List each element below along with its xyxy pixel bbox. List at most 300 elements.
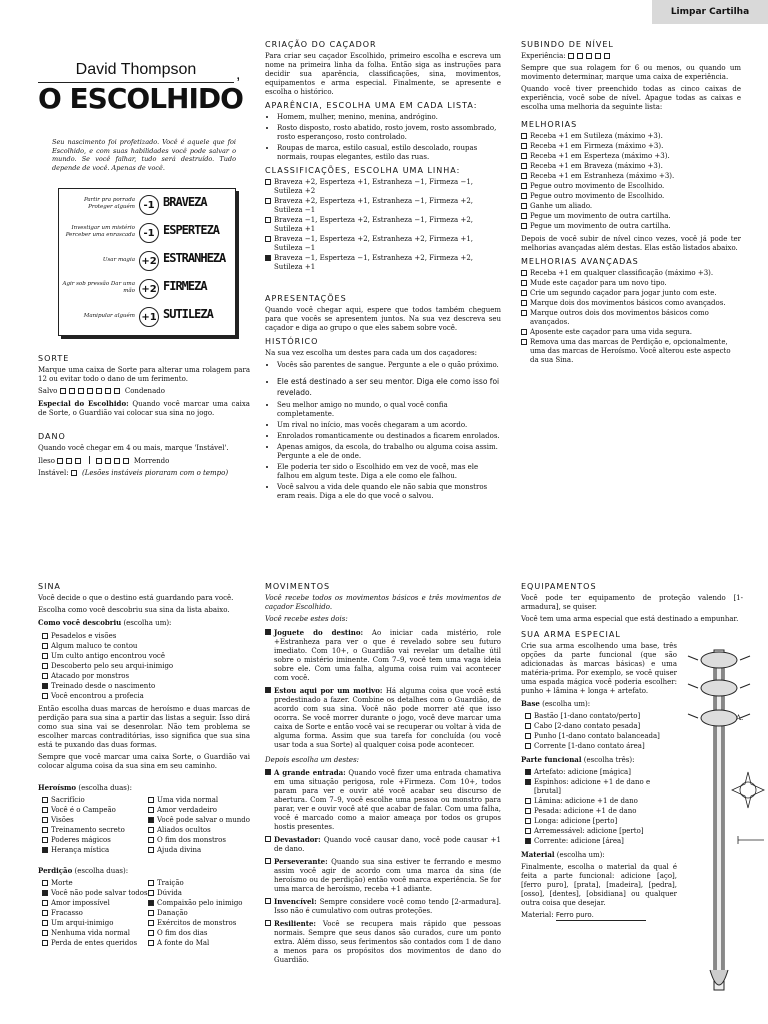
doom-col bbox=[38, 879, 148, 949]
history-item: • Seu melhor amigo no mundo, o qual você confia completamente. bbox=[277, 401, 501, 419]
checkbox[interactable] bbox=[265, 217, 271, 223]
unstable-checkbox[interactable] bbox=[71, 470, 77, 476]
luck-box[interactable] bbox=[105, 388, 111, 394]
improvements-heading: MELHORIAS bbox=[521, 120, 578, 129]
stat-esperteza bbox=[59, 221, 235, 247]
fate-found-option[interactable] bbox=[42, 672, 250, 681]
doom-option[interactable] bbox=[42, 889, 148, 898]
move-option[interactable] bbox=[265, 857, 501, 894]
improvement-item[interactable] bbox=[521, 222, 741, 231]
improvement-item[interactable] bbox=[521, 152, 741, 161]
luck-section bbox=[38, 350, 250, 478]
checkbox[interactable] bbox=[265, 629, 271, 635]
history-item: • Um rival no início, mas vocês chegaram a um acordo. bbox=[277, 421, 501, 430]
luck-okay-label: Salvo bbox=[38, 387, 58, 395]
stat-name: SUTILEZA bbox=[163, 307, 213, 321]
character-name-field[interactable]: David Thompson bbox=[38, 56, 234, 83]
exp-track bbox=[521, 52, 741, 61]
harm-box[interactable] bbox=[96, 458, 102, 464]
checkbox[interactable] bbox=[148, 837, 154, 843]
move-option[interactable] bbox=[265, 897, 501, 916]
checkbox[interactable] bbox=[265, 255, 271, 261]
moves-pick-two: Você recebe estes dois: bbox=[265, 615, 348, 623]
heroism-option[interactable] bbox=[148, 826, 250, 835]
moves-options-list bbox=[265, 768, 501, 965]
gear-text-2: Você tem uma arma especial que está destinado a empunhar. bbox=[521, 615, 739, 623]
improvement-item-label: Receba +1 em Firmeza (máximo +3). bbox=[530, 142, 664, 150]
doom-option[interactable] bbox=[148, 889, 250, 898]
heroism-option-label: Herança mística bbox=[51, 846, 110, 854]
look-item: • Roupas de marca, estilo casual, estilo descolado, roupas normais, roupas elegantes, estilo das ruas. bbox=[277, 144, 501, 162]
levelup-text-2: Quando você tiver preenchido todas as cinco caixas de experiência, você sobe de nível. Apague todas as caixas e escolha uma melhoria da seguinte lista: bbox=[521, 85, 741, 111]
doom-option-label: Fracasso bbox=[51, 909, 83, 917]
checkbox[interactable] bbox=[148, 920, 154, 926]
heroism-option[interactable] bbox=[148, 836, 250, 845]
func-option[interactable] bbox=[525, 768, 677, 777]
heroism-option[interactable] bbox=[148, 816, 250, 825]
func-option[interactable] bbox=[525, 807, 677, 816]
checkbox[interactable] bbox=[521, 183, 527, 189]
base-option-label: Corrente [1-dano contato área] bbox=[534, 742, 645, 750]
history-item: • Ele poderia ter sido o Escolhido em vez de você, mas ele falhou em algum teste. Diga a ele como ele falhou. bbox=[277, 463, 501, 481]
figure-label: A. bbox=[736, 714, 744, 722]
improvement-item[interactable] bbox=[521, 172, 741, 181]
advanced-item[interactable] bbox=[521, 328, 741, 337]
checkbox[interactable] bbox=[265, 920, 271, 926]
playbook-intro: Seu nascimento foi profetizado. Você é aquele que foi Escolhido, e com suas habilidades você pode salvar o mundo. Se você falhar, tudo será destruído. Tudo depende de você. Apenas de você. bbox=[52, 138, 236, 172]
intros-text: Quando você chegar aqui, espere que todos também cheguem para que vocês se apresentem juntos. Na sua vez descreva seu caçador e diga ao grupo o que eles sabem sobre você. bbox=[265, 306, 501, 332]
harm-track bbox=[38, 456, 250, 466]
rating-row-label: Braveza +2, Esperteza +1, Estranheza −1, Firmeza −1, Sutileza +2 bbox=[274, 178, 474, 195]
func-hint: (escolha três): bbox=[583, 756, 635, 764]
doom-option[interactable] bbox=[148, 879, 250, 888]
rating-row[interactable] bbox=[265, 235, 501, 253]
checkbox[interactable] bbox=[265, 179, 271, 185]
ratings-box bbox=[58, 188, 236, 336]
moves-section bbox=[265, 582, 501, 968]
checkbox[interactable] bbox=[148, 817, 154, 823]
heroism-option[interactable] bbox=[148, 846, 250, 855]
base-option[interactable] bbox=[525, 722, 677, 731]
luck-box[interactable] bbox=[87, 388, 93, 394]
improvement-item[interactable] bbox=[521, 142, 741, 151]
checkbox[interactable] bbox=[521, 173, 527, 179]
doom-option[interactable] bbox=[42, 899, 148, 908]
doom-grid bbox=[38, 879, 250, 949]
history-item: • Vocês são parentes de sangue. Pergunte a ele o quão próximo. bbox=[277, 361, 501, 370]
rating-row[interactable] bbox=[265, 178, 501, 196]
base-list bbox=[525, 712, 677, 751]
checkbox[interactable] bbox=[265, 858, 271, 864]
harm-box[interactable] bbox=[114, 458, 120, 464]
checkbox[interactable] bbox=[521, 203, 527, 209]
doom-option[interactable] bbox=[42, 939, 148, 948]
improvement-item-label: Receba +1 em Esperteza (máximo +3). bbox=[530, 152, 670, 160]
checkbox[interactable] bbox=[265, 898, 271, 904]
rating-row-label: Braveza −1, Esperteza +2, Estranheza +2, Firmeza +1, Sutileza −1 bbox=[274, 235, 474, 252]
stat-label: Manipular alguém bbox=[83, 313, 135, 319]
improvement-item-label: Pegue outro movimento de Escolhido. bbox=[530, 192, 665, 200]
func-option-label: Lâmina: adicione +1 de dano bbox=[534, 797, 638, 805]
checkbox[interactable] bbox=[42, 900, 48, 906]
heroism-option[interactable] bbox=[148, 796, 250, 805]
checkbox[interactable] bbox=[525, 713, 531, 719]
doom-option-label: Perda de entes queridos bbox=[51, 939, 138, 947]
checkbox[interactable] bbox=[521, 213, 527, 219]
move-option[interactable] bbox=[265, 919, 501, 965]
move-title: A grande entrada: bbox=[274, 768, 346, 777]
luck-box[interactable] bbox=[78, 388, 84, 394]
func-option[interactable] bbox=[525, 797, 677, 806]
creation-heading: CRIAÇÃO DO CAÇADOR bbox=[265, 40, 377, 49]
intros-heading: APRESENTAÇÕES bbox=[265, 294, 347, 303]
checkbox[interactable] bbox=[42, 683, 48, 689]
move-option[interactable] bbox=[265, 835, 501, 854]
checkbox[interactable] bbox=[521, 310, 527, 316]
stat-value: +2 bbox=[139, 251, 159, 271]
heroism-option-label: Aliados ocultos bbox=[157, 826, 211, 834]
checkbox[interactable] bbox=[42, 797, 48, 803]
checkbox[interactable] bbox=[521, 143, 527, 149]
checkbox[interactable] bbox=[42, 930, 48, 936]
move-option[interactable] bbox=[265, 686, 501, 750]
harm-box[interactable] bbox=[57, 458, 63, 464]
doom-option[interactable] bbox=[148, 929, 250, 938]
fate-text-4: Sempre que você marcar uma caixa Sorte, o Guardião vai colocar alguma coisa da sua sina em seu caminho. bbox=[38, 753, 250, 770]
heroism-grid bbox=[38, 796, 250, 856]
func-option-label: Arremessável: adicione [perto] bbox=[534, 827, 644, 835]
doom-hint: (escolha duas): bbox=[74, 867, 129, 875]
fate-found-option[interactable] bbox=[42, 662, 250, 671]
luck-box[interactable] bbox=[69, 388, 75, 394]
move-text: Quando sua sina estiver te ferrando e mesmo assim você agir de acordo com uma marca da sina (de heroísmo ou de perdição) então você marca experiência. Se for uma marca de heroísmo, receba +1 adiante. bbox=[274, 858, 502, 893]
fate-found-label: Como você descobriu bbox=[38, 618, 122, 627]
checkbox[interactable] bbox=[521, 133, 527, 139]
checkbox[interactable] bbox=[42, 807, 48, 813]
luck-box[interactable] bbox=[60, 388, 66, 394]
fate-found-option[interactable] bbox=[42, 652, 250, 661]
func-option[interactable] bbox=[525, 827, 677, 836]
move-text: Quando você fizer uma entrada chamativa em uma situação perigosa, role +Firmeza. Com 10+, todos param para ver e ouvir até você acabar seu discurso de abertura. Com 7–9, você escolhe uma pessoa ou monstro para parar, ver e ouvir você até que acabar de falar. Com uma falha, você é marcado como a maior ameaça por todos os grupos hostis presentes. bbox=[274, 769, 501, 831]
look-item: • Homem, mulher, menino, menina, andrógino. bbox=[277, 113, 501, 122]
checkbox[interactable] bbox=[148, 827, 154, 833]
checkbox[interactable] bbox=[42, 940, 48, 946]
checkbox[interactable] bbox=[148, 880, 154, 886]
move-title: Joguete do destino: bbox=[274, 628, 364, 637]
advanced-item[interactable] bbox=[521, 299, 741, 308]
history-lead: Na sua vez escolha um destes para cada um dos caçadores: bbox=[265, 349, 477, 357]
checkbox[interactable] bbox=[265, 236, 271, 242]
checkbox[interactable] bbox=[42, 880, 48, 886]
stat-label: Partir pra porrada Proteger alguém bbox=[83, 197, 135, 210]
fate-found-option-label: Algum maluco te contou bbox=[51, 642, 138, 650]
playbook-title: O ESCOLHIDO bbox=[38, 82, 243, 115]
fate-section bbox=[38, 582, 250, 949]
stat-label: Agir sob pressão Dar uma mão bbox=[62, 281, 135, 294]
fate-found-option-label: Um culto antigo encontrou você bbox=[51, 652, 165, 660]
luck-box[interactable] bbox=[96, 388, 102, 394]
checkbox[interactable] bbox=[148, 847, 154, 853]
exp-box[interactable] bbox=[577, 53, 583, 59]
checkbox[interactable] bbox=[525, 733, 531, 739]
fate-found-option[interactable] bbox=[42, 682, 250, 691]
checkbox[interactable] bbox=[521, 163, 527, 169]
checkbox[interactable] bbox=[42, 693, 48, 699]
move-title: Resiliente: bbox=[274, 919, 317, 928]
improvement-item[interactable] bbox=[521, 212, 741, 221]
heroism-option[interactable] bbox=[148, 806, 250, 815]
doom-option[interactable] bbox=[42, 929, 148, 938]
stat-label: Investigar um mistério Perceber uma enrascada bbox=[65, 225, 135, 238]
heroism-option-label: O fim dos monstros bbox=[157, 836, 226, 844]
rating-row-label: Braveza −1, Esperteza −1, Estranheza +2, Firmeza +2, Sutileza +1 bbox=[274, 254, 474, 271]
heroism-option[interactable] bbox=[42, 796, 148, 805]
checkbox[interactable] bbox=[42, 817, 48, 823]
heroism-option[interactable] bbox=[42, 836, 148, 845]
checkbox[interactable] bbox=[42, 663, 48, 669]
ratings-list bbox=[265, 178, 501, 272]
checkbox[interactable] bbox=[525, 818, 531, 824]
advanced-item[interactable] bbox=[521, 338, 741, 365]
checkbox[interactable] bbox=[525, 779, 531, 785]
checkbox[interactable] bbox=[265, 198, 271, 204]
look-list bbox=[265, 113, 501, 162]
fate-found-option[interactable] bbox=[42, 692, 250, 701]
advanced-list bbox=[521, 269, 741, 365]
advanced-item-label: Marque dois dos movimentos básicos como avançados. bbox=[530, 299, 726, 307]
checkbox[interactable] bbox=[148, 910, 154, 916]
doom-option[interactable] bbox=[148, 899, 250, 908]
harm-box[interactable] bbox=[123, 458, 129, 464]
advanced-heading: MELHORIAS AVANÇADAS bbox=[521, 257, 639, 266]
harm-box[interactable] bbox=[105, 458, 111, 464]
checkbox[interactable] bbox=[265, 836, 271, 842]
checkbox[interactable] bbox=[148, 940, 154, 946]
harm-box[interactable] bbox=[66, 458, 72, 464]
func-option[interactable] bbox=[525, 778, 677, 796]
checkbox[interactable] bbox=[521, 339, 527, 345]
checkbox[interactable] bbox=[148, 797, 154, 803]
advanced-item[interactable] bbox=[521, 309, 741, 327]
checkbox[interactable] bbox=[525, 723, 531, 729]
checkbox[interactable] bbox=[42, 910, 48, 916]
stat-sutileza bbox=[59, 305, 235, 331]
heroism-option-label: Poderes mágicos bbox=[51, 836, 111, 844]
stat-name: FIRMEZA bbox=[163, 279, 207, 293]
doom-option[interactable] bbox=[42, 879, 148, 888]
improvement-item-label: Pegue um movimento de outra cartilha. bbox=[530, 222, 671, 230]
stat-value: +2 bbox=[139, 279, 159, 299]
move-text: Sempre considere você como tendo [2-armadura]. Isso não é cumulativo com outras proteções. bbox=[274, 898, 501, 915]
func-option-label: Artefato: adicione [mágica] bbox=[534, 768, 631, 776]
doom-option[interactable] bbox=[148, 919, 250, 928]
stat-label: Usar magia bbox=[102, 257, 135, 263]
heroism-option[interactable] bbox=[42, 846, 148, 855]
checkbox[interactable] bbox=[525, 798, 531, 804]
checkbox[interactable] bbox=[521, 280, 527, 286]
history-item: • Apenas amigos, da escola, do trabalho ou alguma coisa assim. Pergunte a ele de onde. bbox=[277, 443, 501, 461]
base-option-label: Bastão [1-dano contato/perto] bbox=[534, 712, 641, 720]
doom-option-label: Amor impossível bbox=[51, 899, 110, 907]
luck-box[interactable] bbox=[114, 388, 120, 394]
luck-doomed-label: Condenado bbox=[124, 387, 165, 395]
fate-found-hint: (escolha um): bbox=[123, 619, 172, 627]
improvement-item[interactable] bbox=[521, 132, 741, 141]
rating-row-label: Braveza +2, Esperteza +1, Estranheza −1, Firmeza +2, Sutileza −1 bbox=[274, 197, 474, 214]
advanced-item-label: Aposente este caçador para uma vida segura. bbox=[530, 328, 693, 336]
fate-found-option-label: Treinado desde o nascimento bbox=[51, 682, 156, 690]
advanced-item[interactable] bbox=[521, 289, 741, 298]
base-label: Base bbox=[521, 699, 540, 708]
harm-okay-label: Ileso bbox=[38, 457, 55, 465]
gear-heading: EQUIPAMENTOS bbox=[521, 582, 597, 591]
heroism-option[interactable] bbox=[42, 806, 148, 815]
checkbox[interactable] bbox=[42, 920, 48, 926]
doom-option[interactable] bbox=[42, 909, 148, 918]
doom-option-label: Morte bbox=[51, 879, 73, 887]
checkbox[interactable] bbox=[265, 687, 271, 693]
heroism-option[interactable] bbox=[42, 826, 148, 835]
checkbox[interactable] bbox=[148, 807, 154, 813]
exp-box[interactable] bbox=[604, 53, 610, 59]
history-item: • Enrolados romanticamente ou destinados a ficarem enrolados. bbox=[277, 432, 501, 441]
heroism-option-label: Visões bbox=[51, 816, 74, 824]
doom-option-label: Nenhuma vida normal bbox=[51, 929, 131, 937]
doom-option-label: A fonte do Mal bbox=[157, 939, 210, 947]
doom-option[interactable] bbox=[42, 919, 148, 928]
base-option[interactable] bbox=[525, 742, 677, 751]
checkbox[interactable] bbox=[525, 769, 531, 775]
checkbox[interactable] bbox=[525, 743, 531, 749]
harm-text: Quando você chegar em 4 ou mais, marque 'Instável'. bbox=[38, 444, 229, 452]
advanced-item[interactable] bbox=[521, 279, 741, 288]
checkbox[interactable] bbox=[42, 837, 48, 843]
fate-found-option-label: Pesadelos e visões bbox=[51, 632, 117, 640]
luck-heading: SORTE bbox=[38, 354, 70, 363]
improvement-item[interactable] bbox=[521, 202, 741, 211]
moves-pick-one: Depois escolha um destes: bbox=[265, 756, 360, 764]
base-option[interactable] bbox=[525, 732, 677, 741]
rating-row[interactable] bbox=[265, 216, 501, 234]
fate-found-option[interactable] bbox=[42, 632, 250, 641]
harm-box[interactable] bbox=[75, 458, 81, 464]
move-option[interactable] bbox=[265, 628, 501, 683]
advanced-item[interactable] bbox=[521, 269, 741, 278]
heroism-option-label: Treinamento secreto bbox=[51, 826, 125, 834]
checkbox[interactable] bbox=[525, 808, 531, 814]
unstable-label: Instável: bbox=[38, 469, 69, 477]
clear-sheet-button[interactable]: Limpar Cartilha bbox=[652, 0, 768, 24]
stat-name: ESPERTEZA bbox=[163, 223, 220, 237]
checkbox[interactable] bbox=[521, 193, 527, 199]
fate-found-list bbox=[42, 632, 250, 701]
base-option[interactable] bbox=[525, 712, 677, 721]
improvement-item[interactable] bbox=[521, 192, 741, 201]
improvement-item-label: Pegue outro movimento de Escolhido. bbox=[530, 182, 665, 190]
heroism-option[interactable] bbox=[42, 816, 148, 825]
heroism-hint: (escolha duas): bbox=[78, 784, 132, 792]
improvements-after: Depois de você subir de nível cinco vezes, você já pode ter melhorias avançadas além destas. Elas estão listados abaixo. bbox=[521, 235, 741, 252]
func-option-label: Longa: adicione [perto] bbox=[534, 817, 618, 825]
stat-name: ESTRANHEZA bbox=[163, 251, 226, 265]
checkbox[interactable] bbox=[148, 930, 154, 936]
doom-option-label: Traição bbox=[157, 879, 184, 887]
fate-text-3: Então escolha duas marcas de heroísmo e duas marcas de perdição para sua sina a partir das listas a seguir. Isso dirá como sua sina vai se desenrolar. Não tem problema se escolher marcas contraditórias, isso significa que sua sina está te puxando das duas formas. bbox=[38, 705, 250, 749]
creation-column bbox=[265, 40, 501, 503]
improvement-item[interactable] bbox=[521, 162, 741, 171]
base-option-label: Punho [1-dano contato balanceada] bbox=[534, 732, 660, 740]
checkbox[interactable] bbox=[42, 827, 48, 833]
checkbox[interactable] bbox=[42, 643, 48, 649]
move-text: Quando você causar dano, você pode causar +1 de dano. bbox=[274, 836, 501, 853]
levelup-text-1: Sempre que sua rolagem for 6 ou menos, ou quando um movimento determinar, marque uma caixa de experiência. bbox=[521, 64, 741, 81]
checkbox[interactable] bbox=[42, 890, 48, 896]
advanced-item-label: Receba +1 em qualquer classificação (máximo +3). bbox=[530, 269, 714, 277]
func-option-label: Espinhos: adicione +1 de dano e [brutal] bbox=[534, 778, 651, 795]
checkbox[interactable] bbox=[521, 329, 527, 335]
checkbox[interactable] bbox=[525, 828, 531, 834]
mat-label: Material bbox=[521, 850, 555, 859]
checkbox[interactable] bbox=[42, 673, 48, 679]
luck-special-label: Especial do Escolhido: bbox=[38, 399, 129, 408]
checkbox[interactable] bbox=[521, 223, 527, 229]
checkbox[interactable] bbox=[42, 633, 48, 639]
history-item: • Você salvou a vida dele quando ele não sabia que monstros eram reais. Diga a ele do que você o salvou. bbox=[277, 483, 501, 501]
fate-found-option[interactable] bbox=[42, 642, 250, 651]
fate-found-option-label: Você encontrou a profecia bbox=[51, 692, 144, 700]
look-item: • Rosto disposto, rosto abatido, rosto jovem, rosto assombrado, rosto esperançoso, rosto controlado. bbox=[277, 124, 501, 142]
move-title: Estou aqui por um motivo: bbox=[274, 686, 383, 695]
checkbox[interactable] bbox=[525, 838, 531, 844]
doom-option-label: Exércitos de monstros bbox=[157, 919, 237, 927]
creation-text: Para criar seu caçador Escolhido, primeiro escolha e escreva um nome na primeira linha da folha. Então siga as instruções para decidir sua aparência, classificações, sina, movimentos, equipamentos e arma especial. Finalmente, se apresente e escolha o histórico. bbox=[265, 52, 501, 96]
checkbox[interactable] bbox=[148, 900, 154, 906]
doom-option-label: Compaixão pelo inimigo bbox=[157, 899, 243, 907]
material-field[interactable]: Ferro puro. bbox=[556, 911, 646, 921]
luck-text: Marque uma caixa de Sorte para alterar uma rolagem para 12 ou evitar todo o dano de um ferimento. bbox=[38, 366, 250, 383]
checkbox[interactable] bbox=[42, 653, 48, 659]
exp-box[interactable] bbox=[595, 53, 601, 59]
rating-row[interactable] bbox=[265, 197, 501, 215]
weapon-text: Crie sua arma escolhendo uma base, três opções da parte funcional (que são adicionadas às marcas básicas) e uma matéria-prima. Por exemplo, se você quiser uma espada mágica você poderia escolher: punho + lâmina + longa + artefato. bbox=[521, 642, 677, 695]
improvement-item[interactable] bbox=[521, 182, 741, 191]
func-option[interactable] bbox=[525, 817, 677, 826]
fate-text-2: Escolha como você descobriu sua sina da lista abaixo. bbox=[38, 606, 230, 614]
checkbox[interactable] bbox=[521, 270, 527, 276]
func-option[interactable] bbox=[525, 837, 677, 846]
checkbox[interactable] bbox=[42, 847, 48, 853]
checkbox[interactable] bbox=[521, 290, 527, 296]
exp-box[interactable] bbox=[586, 53, 592, 59]
checkbox[interactable] bbox=[265, 769, 271, 775]
morning-star-illustration bbox=[680, 640, 766, 1020]
checkbox[interactable] bbox=[521, 300, 527, 306]
checkbox[interactable] bbox=[148, 890, 154, 896]
doom-option[interactable] bbox=[148, 909, 250, 918]
move-title: Perseverante: bbox=[274, 857, 328, 866]
levelup-column bbox=[521, 40, 741, 366]
doom-option[interactable] bbox=[148, 939, 250, 948]
exp-label: Experiência: bbox=[521, 52, 566, 60]
checkbox[interactable] bbox=[521, 153, 527, 159]
fate-found-option-label: Descoberto pelo seu arqui-inimigo bbox=[51, 662, 174, 670]
exp-box[interactable] bbox=[568, 53, 574, 59]
rating-row[interactable] bbox=[265, 254, 501, 272]
fate-text-1: Você decide o que o destino está guardando para você. bbox=[38, 594, 234, 602]
ratings-heading: CLASSIFICAÇÕES, ESCOLHA UMA LINHA: bbox=[265, 166, 461, 175]
move-option[interactable] bbox=[265, 768, 501, 832]
stat-firmeza bbox=[59, 277, 235, 303]
